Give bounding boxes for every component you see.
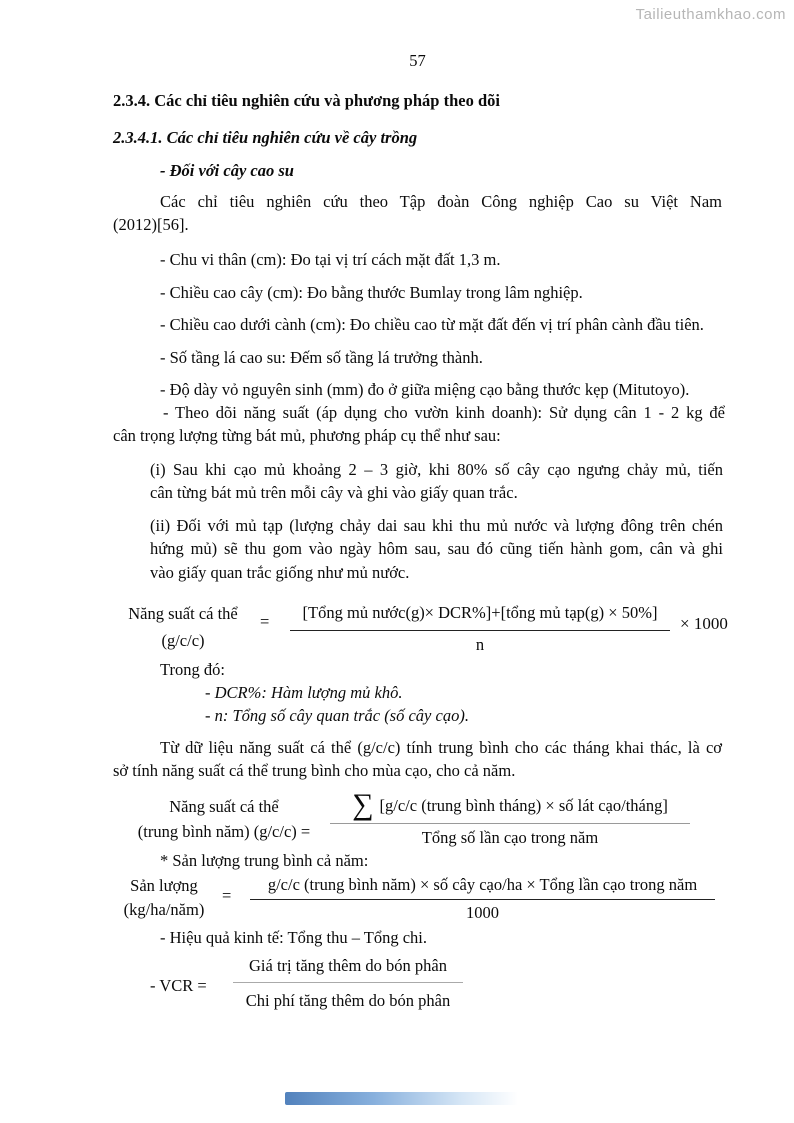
paragraph-step-i	[150, 458, 723, 505]
formula4-denominator: Chi phí tăng thêm do bón phân	[245, 991, 451, 1010]
formula2-fraction	[330, 788, 690, 850]
where-label: Trong đó:	[160, 660, 225, 679]
formula3-equals-sign: =	[222, 886, 232, 905]
formula1-equals-sign: =	[260, 612, 270, 631]
text-line: sở tính năng suất cá thể trung bình cho mùa cạo, cho cả năm.	[113, 761, 516, 781]
economic-efficiency-line: - Hiệu quả kinh tế: Tổng thu – Tổng chi.	[160, 928, 428, 947]
text-line: cân trọng lượng từng bát mủ, phương pháp cụ thể như sau:	[113, 426, 501, 446]
formula3-numerator: g/c/c (trung bình năm) × số cây cạo/ha × Tổng lần cạo trong năm	[250, 872, 715, 900]
page-number: 57	[409, 51, 426, 70]
text-line: (i) Sau khi cạo mủ khoảng 2 – 3 giờ, khi 80% số cây cạo ngưng chảy mủ, tiến	[150, 460, 723, 479]
paragraph-step-ii	[150, 514, 723, 584]
text-line: cân từng bát mủ trên mỗi cây và ghi vào giấy quan trắc.	[150, 483, 518, 503]
text-line: - Theo dõi năng suất (áp dụng cho vườn kinh doanh): Sử dụng cân 1 - 2 kg để	[163, 403, 725, 422]
formula2-numerator-text: [g/c/c (trung bình tháng) × số lát cạo/tháng]	[379, 796, 668, 815]
formula4-numerator: Giá trị tăng thêm do bón phân	[233, 952, 463, 983]
formula3-label	[113, 874, 215, 922]
formula1-label-line2: (g/c/c)	[161, 631, 205, 650]
formula2-denominator: Tổng số lần cạo trong năm	[421, 828, 599, 847]
criteria-list	[160, 248, 725, 411]
text-line: Từ dữ liệu năng suất cá thể (g/c/c) tính trung bình cho các tháng khai thác, là cơ	[160, 738, 722, 757]
formula1-multiplier: × 1000	[680, 614, 728, 633]
text-line: - Độ dày vỏ nguyên sinh (mm) đo ở giữa miệng cạo bằng thước kẹp (Mitutoyo).	[160, 380, 690, 399]
formula3-fraction	[250, 872, 715, 924]
formula2-label-line1: Năng suất cá thể	[169, 797, 279, 816]
paragraph-intro	[113, 190, 722, 237]
text-line: hứng mủ) sẽ thu gom vào ngày hôm sau, sau đó cũng tiến hành gom, cân và ghi	[150, 539, 723, 559]
formula1-label	[118, 600, 248, 654]
formula2-label	[118, 794, 330, 844]
formula1-label-line1: Năng suất cá thể	[128, 604, 238, 623]
formula1-denominator: n	[475, 635, 485, 654]
formula4-label: - VCR =	[150, 976, 207, 995]
text-line: vào giấy quan trắc giống như mủ nước.	[150, 562, 410, 582]
text-line: - DCR%: Hàm lượng mủ khô.	[205, 683, 403, 702]
paragraph-yield-monitoring	[113, 401, 725, 448]
footer-gradient-bar	[285, 1092, 518, 1105]
subsection-heading: 2.3.4.1. Các chỉ tiêu nghiên cứu về cây trồng	[113, 128, 418, 147]
formula1-fraction	[290, 598, 670, 657]
formula-notes	[205, 681, 469, 728]
text-line: - Chu vi thân (cm): Đo tại vị trí cách mặt đất 1,3 m.	[160, 250, 501, 269]
formula1-numerator: [Tổng mủ nước(g)× DCR%]+[tổng mủ tạp(g) × 50%]	[290, 598, 670, 631]
text-line: - n: Tổng số cây quan trắc (số cây cạo).	[205, 706, 469, 726]
section-heading: 2.3.4. Các chỉ tiêu nghiên cứu và phương pháp theo dõi	[113, 91, 500, 110]
formula2-label-line2: (trung bình năm) (g/c/c) =	[137, 822, 311, 841]
sigma-symbol: ∑	[352, 788, 374, 821]
text-line: (ii) Đối với mủ tạp (lượng chảy dai sau khi thu mủ nước và lượng đông trên chén	[150, 516, 723, 535]
text-line: - Số tầng lá cao su: Đếm số tầng lá trưởng thành.	[160, 347, 483, 367]
text-line: Các chỉ tiêu nghiên cứu theo Tập đoàn Công nghiệp Cao su Việt Nam	[160, 192, 722, 211]
text-line: (2012)[56].	[113, 215, 189, 235]
text-line: - Chiều cao dưới cành (cm): Đo chiều cao từ mặt đất đến vị trí phân cành đầu tiên.	[160, 315, 704, 334]
sub-item-heading: - Đối với cây cao su	[160, 161, 294, 180]
formula3-label-line2: (kg/ha/năm)	[123, 900, 205, 919]
yearly-output-heading: * Sản lượng trung bình cả năm:	[160, 851, 369, 870]
site-watermark: Tailieuthamkhao.com	[635, 6, 786, 23]
paragraph-average	[113, 736, 722, 783]
formula4-fraction	[233, 952, 463, 1013]
formula3-denominator: 1000	[466, 903, 499, 922]
text-line: - Chiều cao cây (cm): Đo bằng thước Bumlay trong lâm nghiệp.	[160, 282, 583, 302]
formula3-label-line1: Sản lượng	[130, 876, 198, 895]
formula2-numerator	[330, 788, 690, 824]
